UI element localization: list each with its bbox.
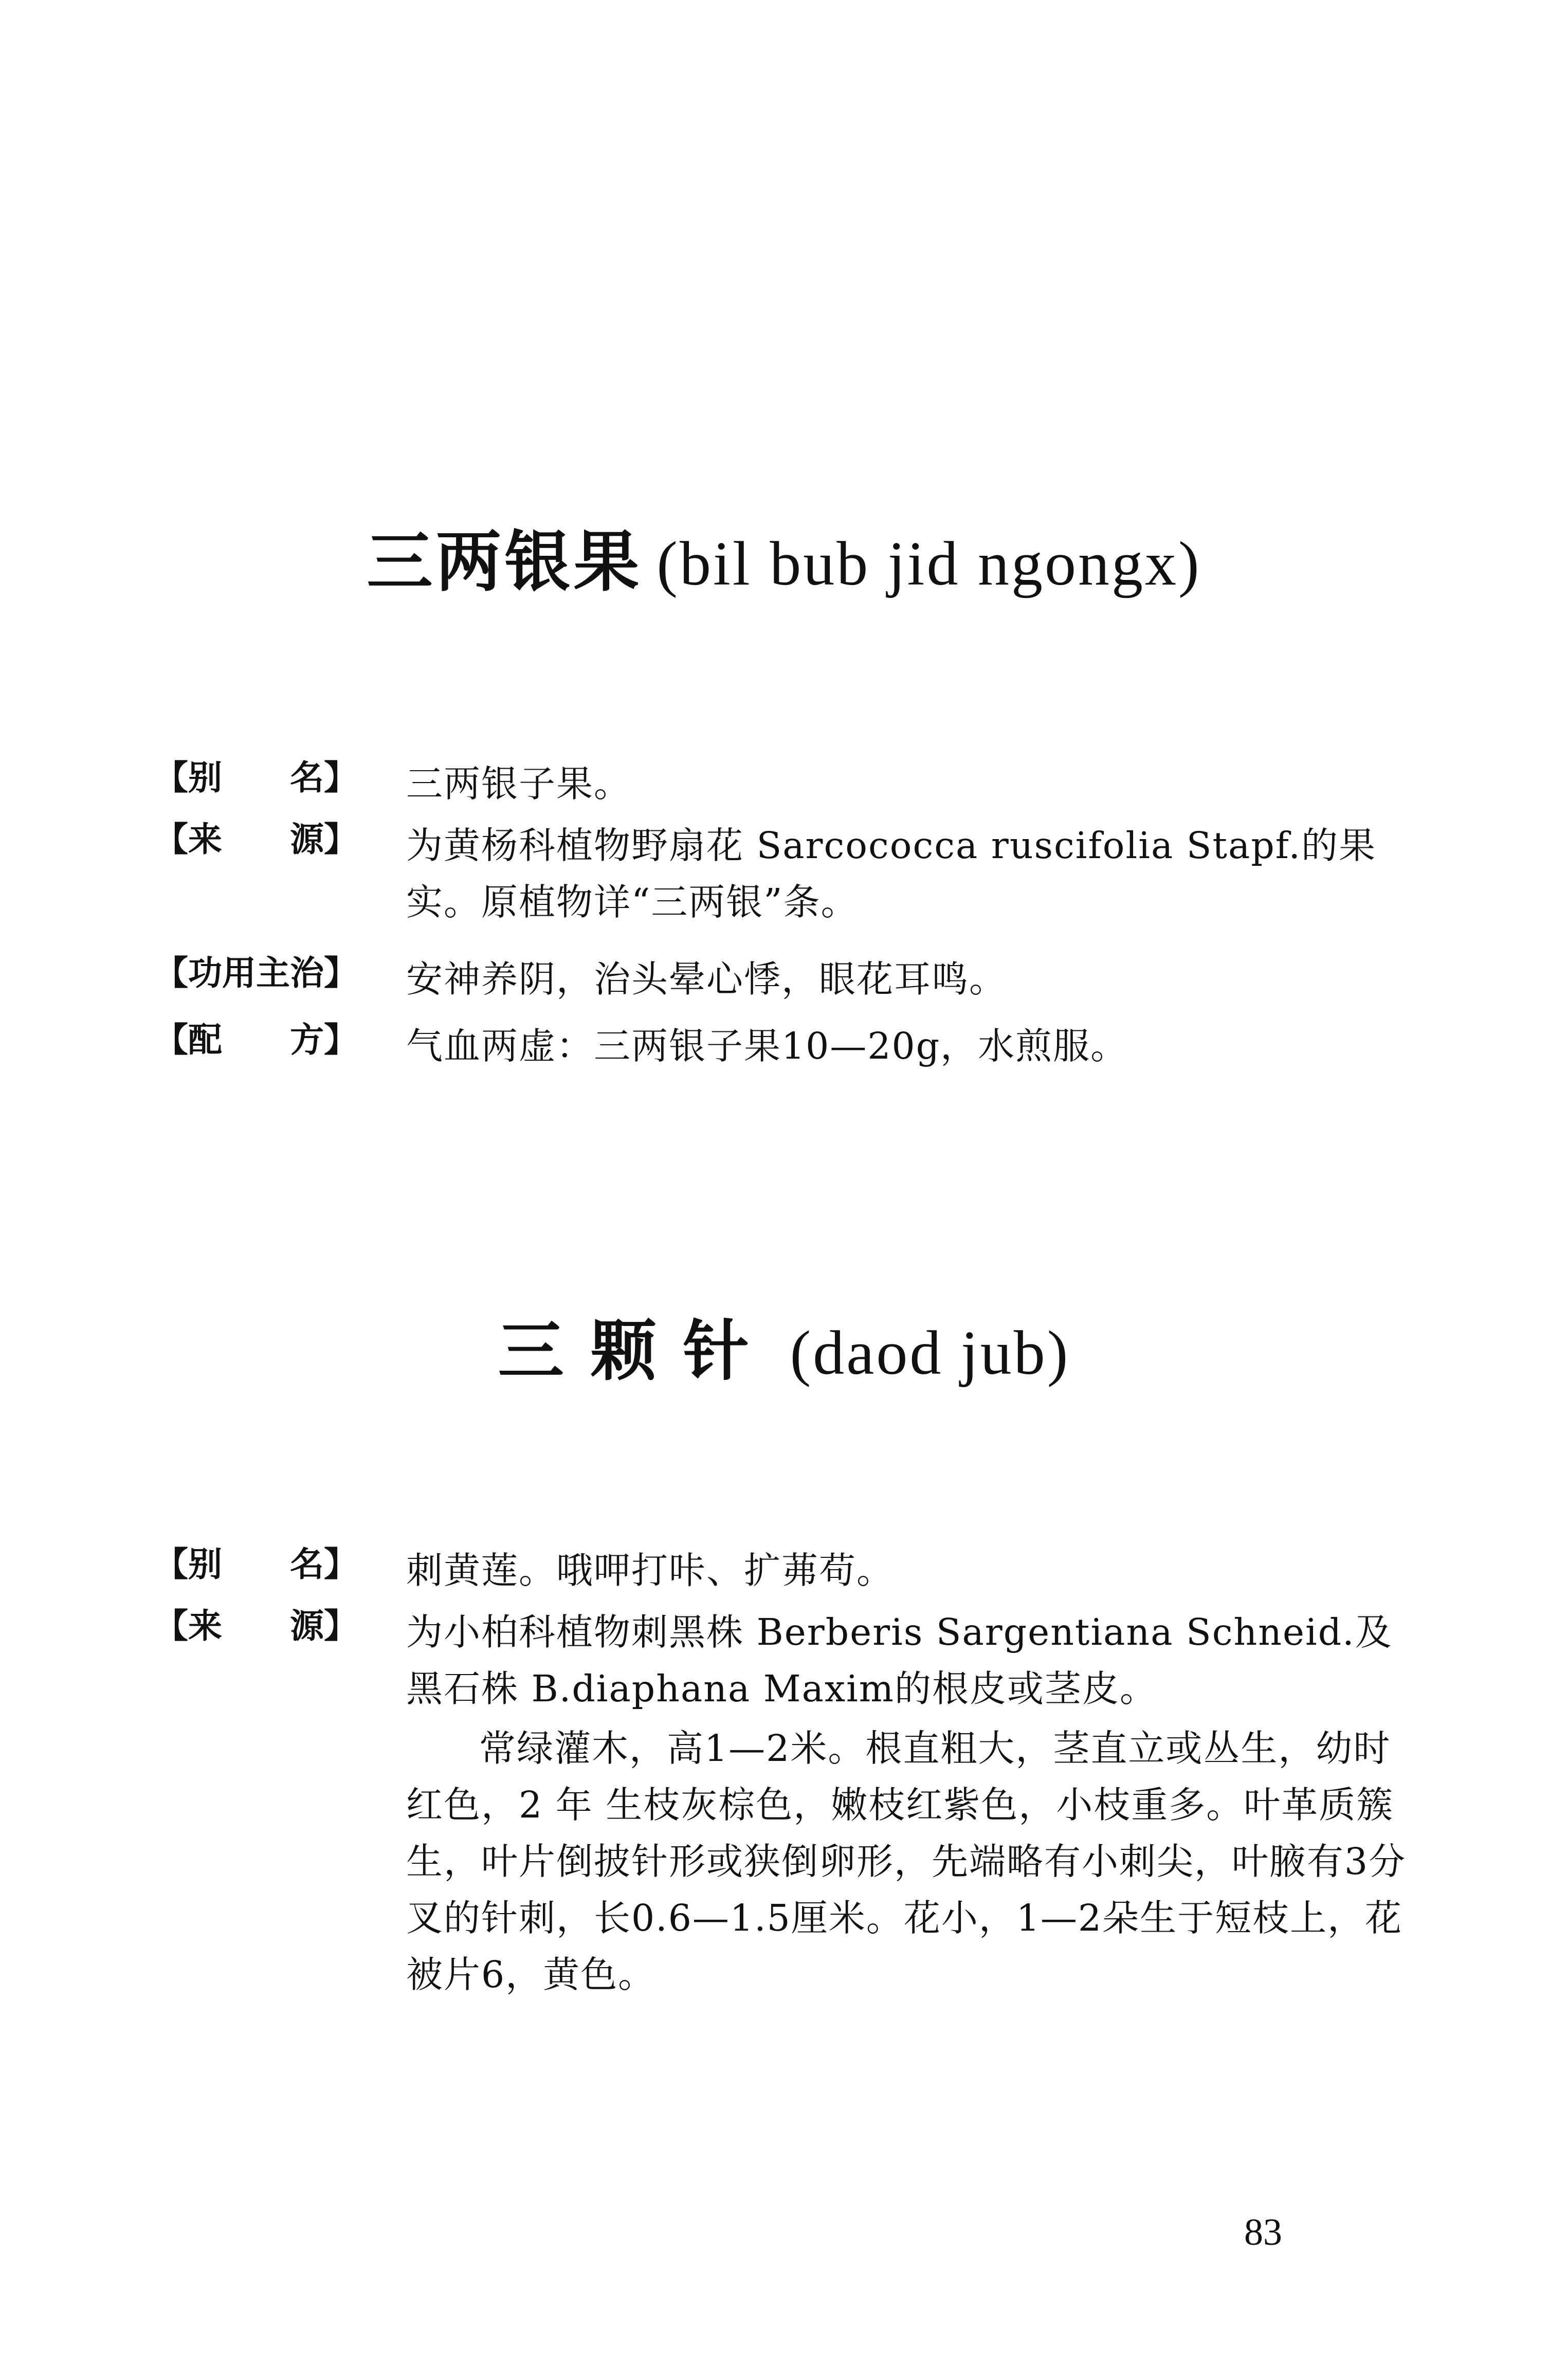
field-body <box>406 1604 1414 2003</box>
entry-title-pinyin: (daod jub) <box>790 1318 1070 1388</box>
field-text: 为黄杨科植物野扇花 Sarcococca ruscifolia Stapf.的果实。原植物详“三两银”条。 <box>406 824 1377 924</box>
field-label: 【来 源】 <box>154 820 358 859</box>
entry-field-indications <box>154 951 1414 1008</box>
entry-field-source <box>154 1604 1414 2003</box>
field-text: 三两银子果。 <box>406 762 632 805</box>
field-label: 【配 方】 <box>154 1020 358 1060</box>
field-label: 【功用主治】 <box>154 953 358 993</box>
entry-title-pinyin: (bil bub jid ngongx) <box>657 529 1201 598</box>
entry-title <box>0 524 1568 601</box>
field-label: 【来 源】 <box>154 1606 358 1646</box>
entry-title <box>0 1313 1568 1390</box>
entry-title-hanzi: 三两银果 <box>367 524 643 601</box>
page-number: 83 <box>1244 2211 1282 2253</box>
field-text: 刺黄莲。哦呷打咔、扩茀苟。 <box>406 1549 895 1592</box>
entry-field-alias <box>154 756 1414 812</box>
field-text: 气血两虚：三两银子果10—20g，水煎服。 <box>406 1025 1128 1067</box>
field-label: 【别 名】 <box>154 758 358 797</box>
entry-field-alias <box>154 1542 1414 1599</box>
field-label: 【别 名】 <box>154 1544 358 1584</box>
entry-title-hanzi: 三颗针 <box>498 1313 776 1390</box>
field-text: 为小柏科植物刺黑株 Berberis Sargentiana Schneid.及黑石株 B.diaphana Maxim的根皮或茎皮。 <box>406 1611 1393 1711</box>
field-text: 安神养阴，治头晕心悸，眼花耳鸣。 <box>406 958 1007 1001</box>
description-paragraph: 常绿灌木，高1—2米。根直粗大，茎直立或丛生，幼时红色，2 年 生枝灰棕色，嫩枝红紫色，小枝重多。叶革质簇生，叶片倒披针形或狭倒卵形，先端略有小刺尖，叶腋有3分叉的针刺，长0.6—1.5厘米。花小，1—2朵生于短枝上，花被片6，黄色。 <box>406 1727 1407 1996</box>
entry-field-prescription <box>154 1018 1414 1075</box>
entry-field-source <box>154 817 1414 931</box>
